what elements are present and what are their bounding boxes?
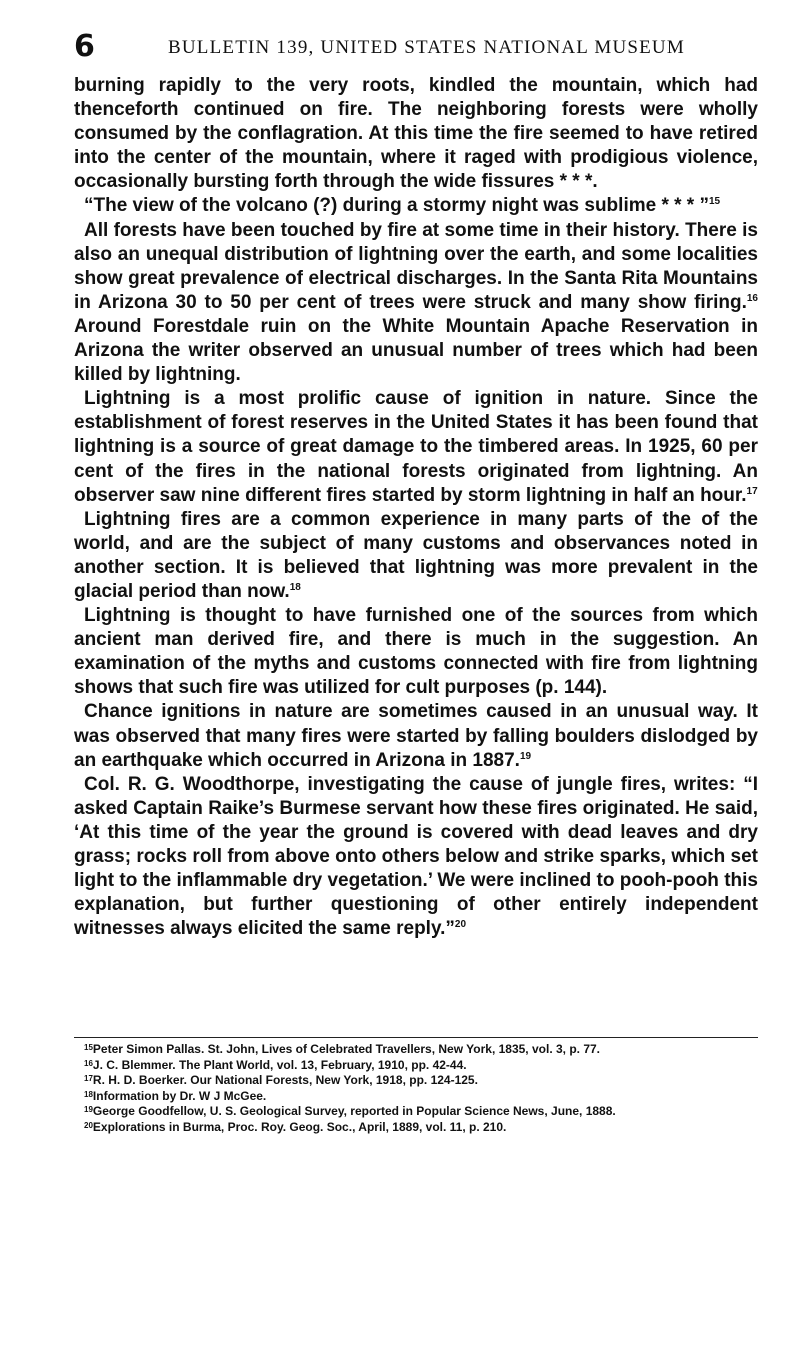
footnote-ref: 16 [746,292,758,304]
body-text [74,74,758,941]
paragraph: Lightning fires are a common experience in many parts of the of the world, and are the subject of many customs and observances noted in another section. It is believed that lightning was more prevalent in the glacial period than now.$^{18}$ [74,508,758,602]
footnote-ref: 15 [708,196,721,208]
paragraph: All forests have been touched by fire at some time in their history. There is also an unequal distribution of lightning over the earth, and some localities show great prevalence of electrical discharges. In the Santa Rita Mountains in Arizona 30 to 50 per cent of trees were struck and many show firing.$^{16}$ Around Forestdale ruin on the White Mountain Apache Reservation in Arizona the writer observed an unusual number of trees which had been killed by lightning. [74,219,758,386]
footnote: $^{18}$Information by Dr. W J McGee. [84,1088,267,1103]
page-number: 6 [74,29,95,64]
footnote-divider [74,1037,758,1038]
footnotes [74,1042,758,1136]
footnote-ref: 18 [289,581,301,593]
paragraph: “The view of the volcano (?) during a stormy night was sublime * * * ”$^{15}$ [84,195,721,217]
paragraph: Lightning is thought to have furnished one of the sources from which ancient man derived fire, and there is much in the suggestion. An examination of the myths and customs connected with fire from lightning shows that such fire was utilized for cult purposes (p. 144). [74,605,758,699]
footnote: $^{16}$J. C. Blemmer. The Plant World, vol. 13, February, 1910, pp. 42-44. [84,1057,467,1072]
page-header [74,26,750,66]
paragraph: Lightning is a most prolific cause of ignition in nature. Since the establishment of forest reserves in the United States it has been found that lightning is a source of great damage to the timbered areas. In 1925, 60 per cent of the fires in the national forests originated from lightning. An observer saw nine different fires started by storm lightning in half an hour.$^{17}$ [74,388,758,506]
paragraph: Col. R. G. Woodthorpe, investigating the cause of jungle fires, writes: “I asked Captain Raike’s Burmese servant how these fires originated. He said, ‘At this time of the year the ground is covered with dead leaves and dry grass; rocks roll from above onto others below and strike sparks, which set light to the inflammable dry vegetation.’ We were inclined to pooh-pooh this explanation, but further questioning of other entirely independent witnesses always elicited the same reply.”$^{20}$ [74,773,758,940]
footnote: $^{20}$Explorations in Burma, Proc. Roy. Geog. Soc., April, 1889, vol. 11, p. 210. [84,1119,507,1134]
footnote-ref: 20 [454,919,467,931]
paragraph: burning rapidly to the very roots, kindled the mountain, which had thenceforth continued on fire. The neighboring forests were wholly consumed by the conflagration. At this time the fire seemed to have retired into the center of the mountain, where it raged with prodigious violence, occasionally bursting forth through the wide fissures * * *. [74,75,758,193]
footnote: $^{19}$George Goodfellow, U. S. Geological Survey, reported in Popular Science News, June, 1888. [84,1104,616,1119]
footnote-ref: 17 [746,485,758,497]
footnote-ref: 19 [519,750,532,762]
paragraph: Chance ignitions in nature are sometimes caused in an unusual way. It was observed that many fires were started by falling boulders dislodged by an earthquake which occurred in Arizona in 1887.19 [74,701,758,771]
footnote: $^{15}$Peter Simon Pallas. St. John, Lives of Celebrated Travellers, New York, 1835, vol. 3, p. 77. [84,1042,601,1056]
footnote: $^{17}$R. H. D. Boerker. Our National Forests, New York, 1918, pp. 124-125. [84,1073,478,1088]
running-head: BULLETIN 139, UNITED STATES NATIONAL MUSEUM [168,37,685,58]
